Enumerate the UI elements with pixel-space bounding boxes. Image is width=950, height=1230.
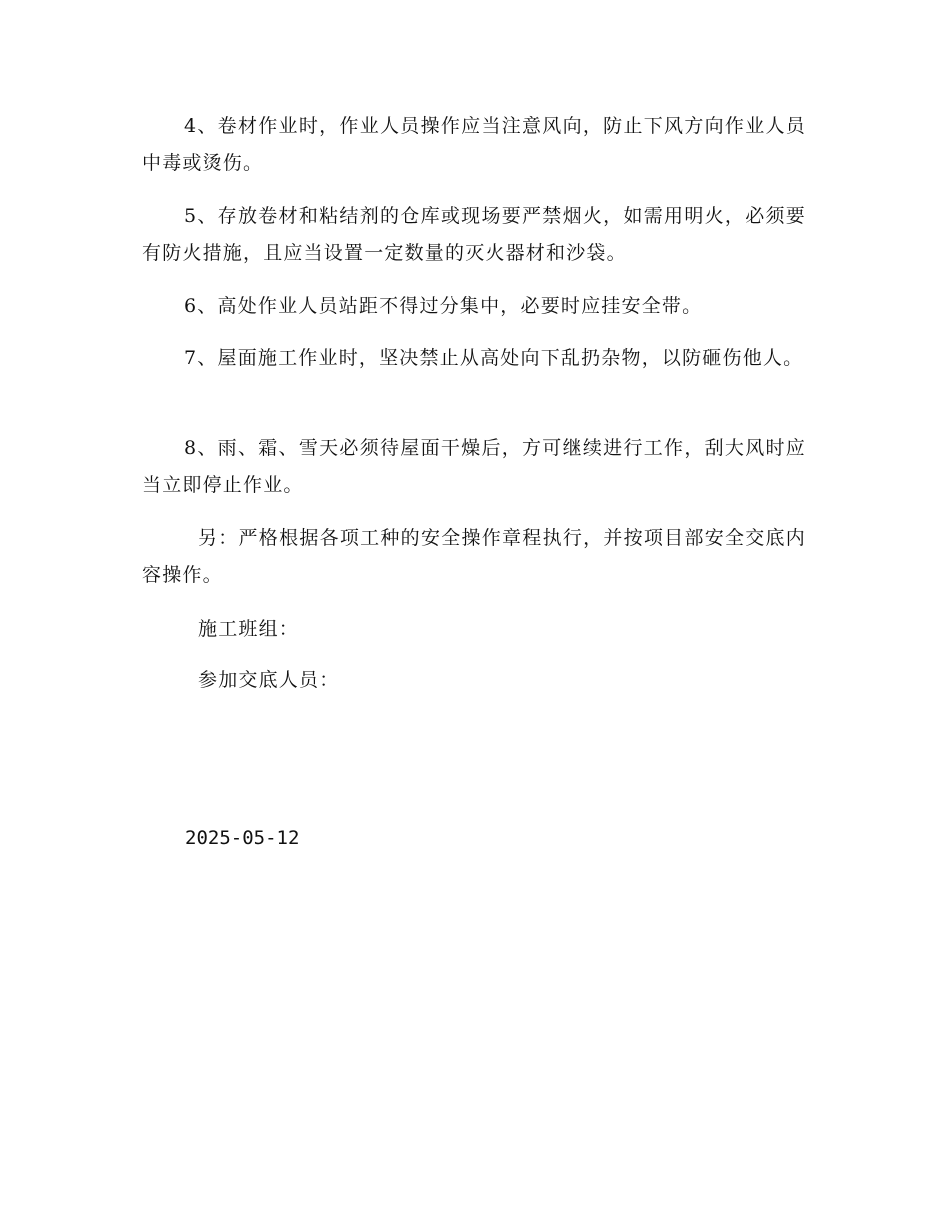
supplementary-note: 另：严格根据各项工种的安全操作章程执行，并按项目部安全交底内容操作。 — [142, 527, 806, 586]
safety-item-7: 7、屋面施工作业时，坚决禁止从高处向下乱扔杂物，以防砸伤他人。 — [184, 347, 804, 369]
safety-item-4: 4、卷材作业时，作业人员操作应当注意风向，防止下风方向作业人员中毒或烫伤。 — [142, 115, 806, 174]
document-date: 2025-05-12 — [185, 827, 300, 849]
participants-label: 参加交底人员： — [198, 669, 340, 691]
safety-item-5: 5、存放卷材和粘结剂的仓库或现场要严禁烟火，如需用明火，必须要有防火措施，且应当设置一定数量的灭火器材和沙袋。 — [142, 205, 806, 264]
safety-item-6: 6、高处作业人员站距不得过分集中，必要时应挂安全带。 — [184, 295, 703, 317]
safety-item-8: 8、雨、霜、雪天必须待屋面干燥后，方可继续进行工作，刮大风时应当立即停止作业。 — [142, 437, 806, 496]
construction-team-label: 施工班组： — [198, 618, 300, 640]
